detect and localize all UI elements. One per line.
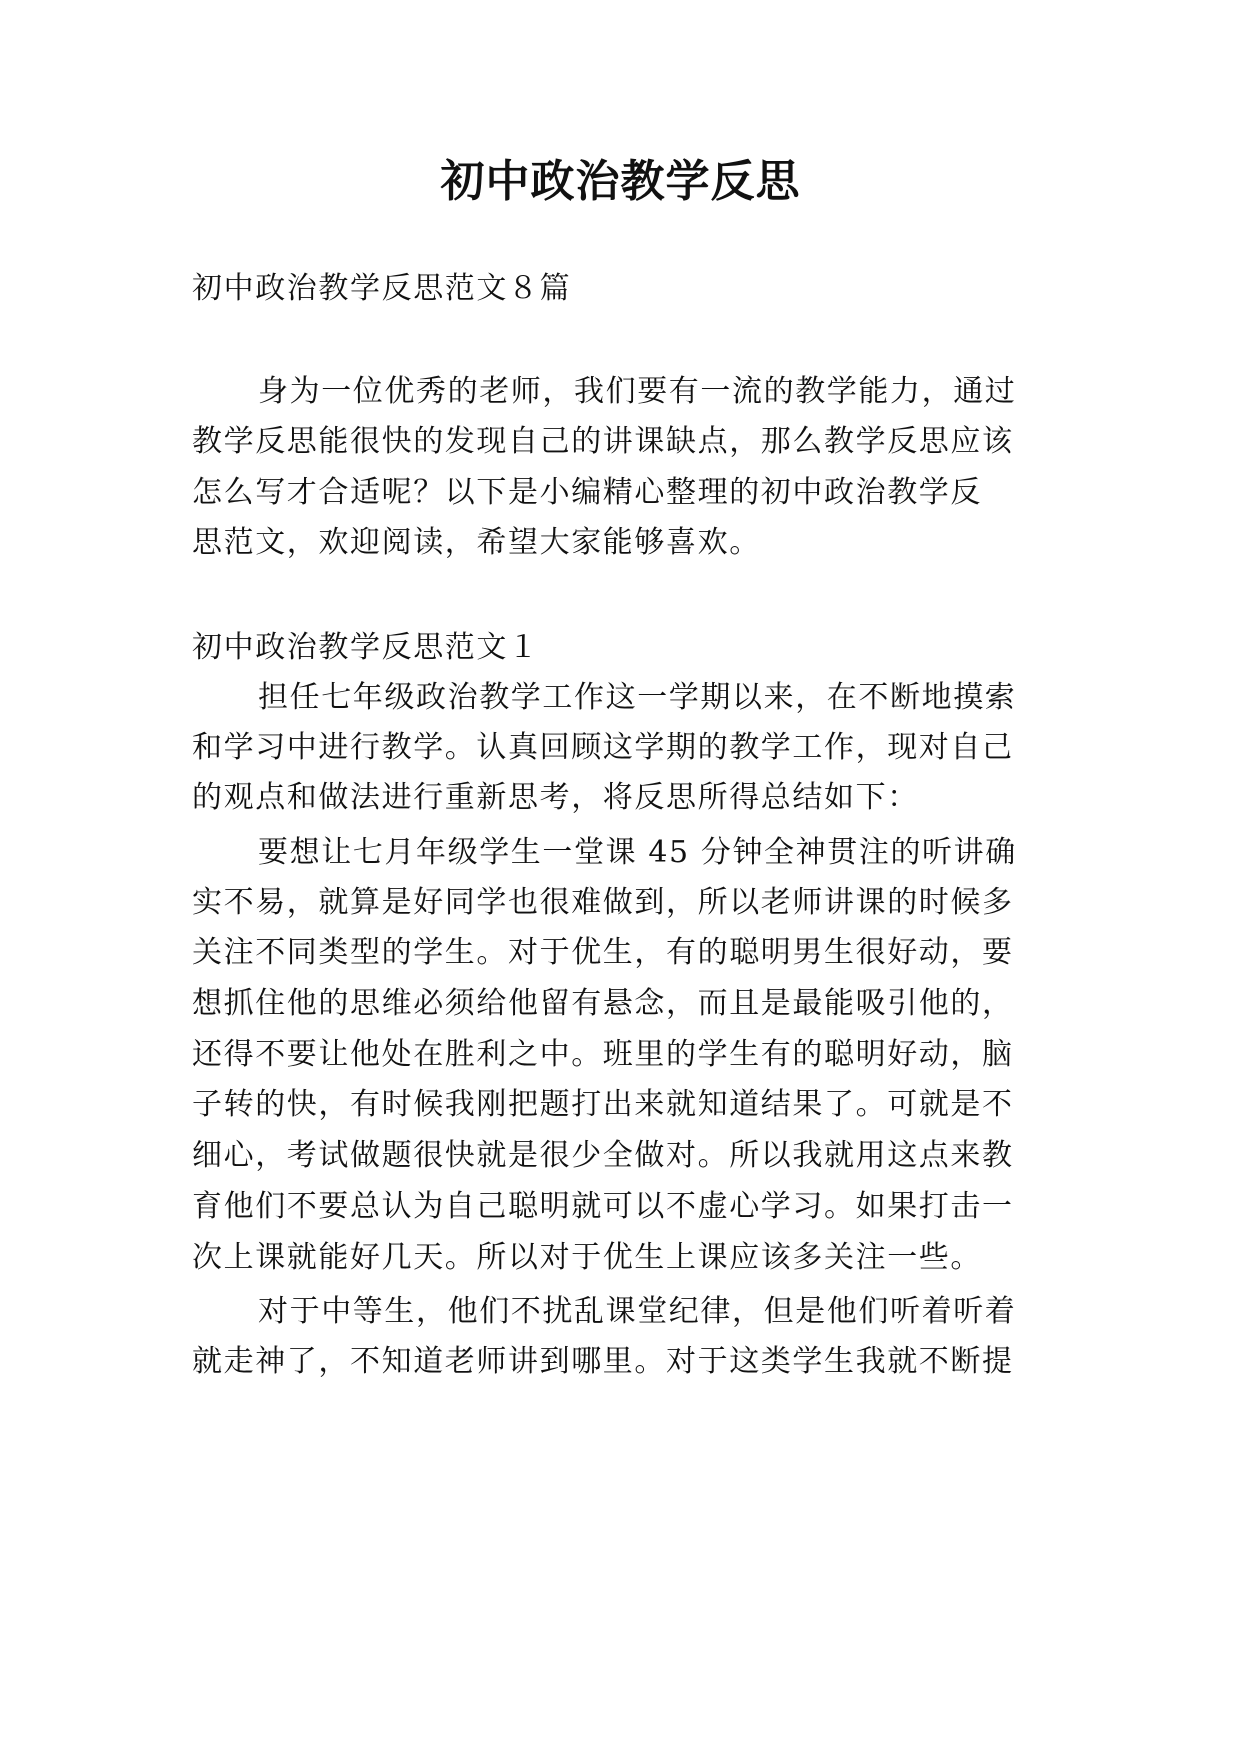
paragraph-line: 子转的快，有时候我刚把题打出来就知道结果了。可就是不	[192, 1087, 1014, 1122]
paragraph-line: 就走神了，不知道老师讲到哪里。对于这类学生我就不断提	[192, 1344, 1014, 1379]
intro-line: 教学反思能很快的发现自己的讲课缺点，那么教学反思应该	[192, 424, 1014, 459]
paragraph-line: 关注不同类型的学生。对于优生，有的聪明男生很好动，要	[192, 935, 1014, 970]
subtitle: 初中政治教学反思范文８篇	[192, 271, 572, 306]
document-title: 初中政治教学反思	[440, 156, 801, 207]
paragraph-line: 担任七年级政治教学工作这一学期以来，在不断地摸索	[258, 680, 1017, 715]
paragraph-line: 次上课就能好几天。所以对于优生上课应该多关注一些。	[192, 1240, 982, 1275]
paragraph-line: 育他们不要总认为自己聪明就可以不虚心学习。如果打击一	[192, 1189, 1014, 1224]
paragraph-line: 要想让七月年级学生一堂课 45 分钟全神贯注的听讲确	[258, 835, 1017, 870]
paragraph-line: 还得不要让他处在胜利之中。班里的学生有的聪明好动，脑	[192, 1037, 1014, 1072]
paragraph-line: 的观点和做法进行重新思考，将反思所得总结如下：	[192, 780, 919, 815]
paragraph-line: 对于中等生，他们不扰乱课堂纪律，但是他们听着听着	[258, 1294, 1017, 1329]
intro-line: 身为一位优秀的老师，我们要有一流的教学能力，通过	[258, 374, 1017, 409]
intro-line: 怎么写才合适呢？以下是小编精心整理的初中政治教学反	[192, 475, 982, 510]
intro-line: 思范文，欢迎阅读，希望大家能够喜欢。	[192, 525, 761, 560]
paragraph-line: 想抓住他的思维必须给他留有悬念，而且是最能吸引他的，	[192, 986, 1014, 1021]
paragraph-line: 实不易，就算是好同学也很难做到，所以老师讲课的时候多	[192, 885, 1014, 920]
section-heading: 初中政治教学反思范文１	[192, 630, 540, 665]
paragraph-line: 和学习中进行教学。认真回顾这学期的教学工作，现对自己	[192, 730, 1014, 765]
paragraph-line: 细心，考试做题很快就是很少全做对。所以我就用这点来教	[192, 1138, 1014, 1173]
